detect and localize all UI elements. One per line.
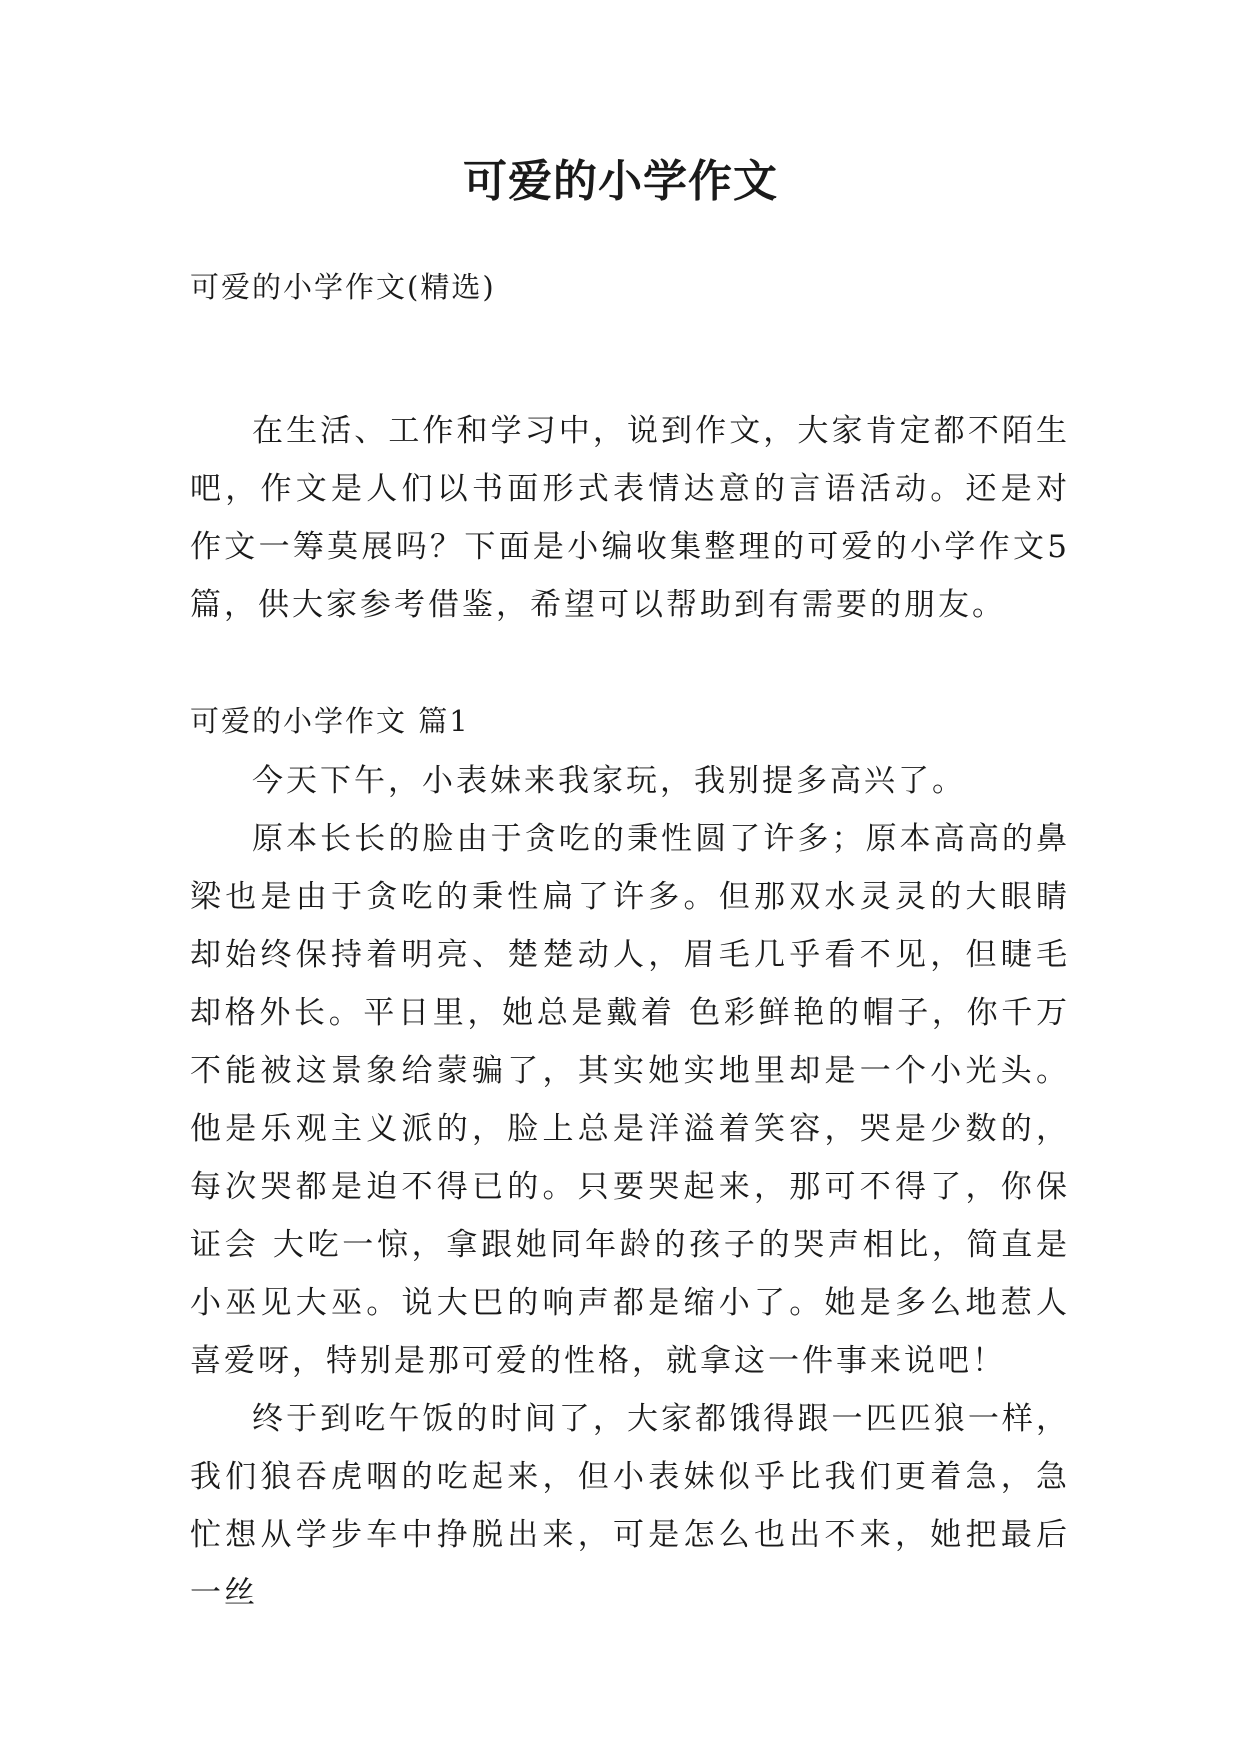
- document-subtitle: 可爱的小学作文(精选): [190, 270, 496, 304]
- intro-block: [190, 402, 1070, 634]
- body-paragraph-3: 终于到吃午饭的时间了，大家都饿得跟一匹匹狼一样，我们狼吞虎咽的吃起来，但小表妹似乎比我们更着急，急忙想从学步车中挣脱出来，可是怎么也出不来，她把最后一丝: [190, 1401, 1070, 1611]
- section-heading: 可爱的小学作文 篇1: [190, 704, 470, 738]
- document-title: 可爱的小学作文: [463, 156, 778, 207]
- essay-body: [190, 752, 1070, 1622]
- body-paragraph-1: 今天下午，小表妹来我家玩，我别提多高兴了。: [252, 763, 966, 799]
- intro-paragraph: 在生活、工作和学习中，说到作文，大家肯定都不陌生吧，作文是人们以书面形式表情达意的言语活动。还是对作文一筹莫展吗？下面是小编收集整理的可爱的小学作文5篇，供大家参考借鉴，希望可以帮助到有需要的朋友。: [190, 413, 1070, 623]
- body-paragraph-2: 原本长长的脸由于贪吃的秉性圆了许多；原本高高的鼻梁也是由于贪吃的秉性扁了许多。但那双水灵灵的大眼睛却始终保持着明亮、楚楚动人，眉毛几乎看不见，但睫毛却格外长。平日里，她总是戴着 色彩鲜艳的帽子，你千万不能被这景象给蒙骗了，其实她实地里却是一个小光头。他是乐观主义派的，脸上总是洋溢着笑容，哭是少数的，每次哭都是迫不得已的。只要哭起来，那可不得了，你保证会 大吃一惊，拿跟她同年龄的孩子的哭声相比，简直是小巫见大巫。说大巴的响声都是缩小了。她是多么地惹人喜爱呀，特别是那可爱的性格，就拿这一件事来说吧！: [190, 821, 1070, 1379]
